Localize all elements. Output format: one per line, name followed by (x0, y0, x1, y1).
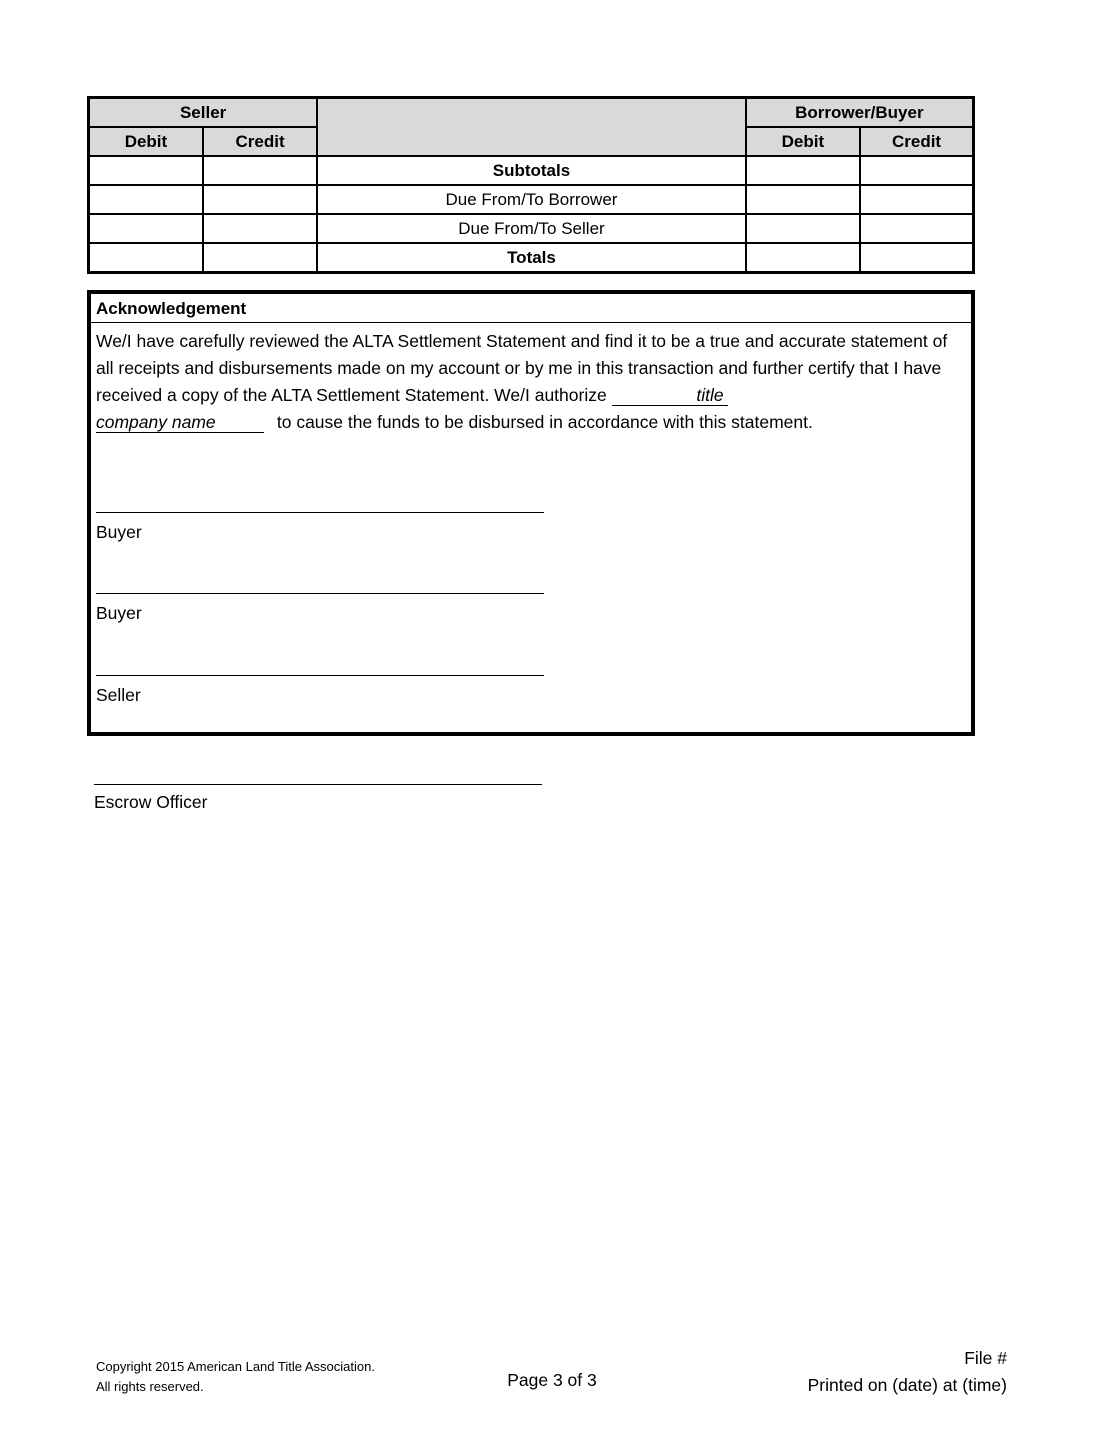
buyer-debit-header: Debit (746, 127, 860, 156)
page-number: Page 3 of 3 (507, 1370, 597, 1390)
seller-credit-cell (203, 185, 317, 214)
escrow-officer-label: Escrow Officer (94, 792, 208, 812)
file-info (808, 1345, 1007, 1399)
printed-on: Printed on (date) at (time) (807, 1375, 1007, 1395)
copyright-line-1: Copyright 2015 American Land Title Association. (96, 1359, 375, 1374)
seller-credit-cell (203, 243, 317, 273)
divider (91, 322, 971, 323)
seller-signature-label: Seller (96, 685, 141, 705)
buyer-signature-line-1[interactable] (96, 512, 544, 513)
buyer-signature-label-1: Buyer (96, 522, 142, 542)
buyer-credit-cell (860, 156, 973, 185)
table-row (89, 185, 974, 214)
buyer-credit-cell (860, 214, 973, 243)
seller-signature-line[interactable] (96, 675, 544, 676)
buyer-debit-cell (746, 185, 860, 214)
row-label-totals: Totals (317, 243, 745, 273)
row-label-due-borrower: Due From/To Borrower (317, 185, 745, 214)
copyright-line-2: All rights reserved. (96, 1379, 204, 1394)
seller-credit-header: Credit (203, 127, 317, 156)
table-row (89, 214, 974, 243)
seller-debit-header: Debit (89, 127, 203, 156)
file-number: File # (964, 1348, 1007, 1368)
escrow-officer-signature-line[interactable] (94, 784, 542, 785)
buyer-credit-cell (860, 243, 973, 273)
table-row (89, 156, 974, 185)
buyer-signature-label-2: Buyer (96, 603, 142, 623)
seller-debit-cell (89, 185, 203, 214)
seller-credit-cell (203, 214, 317, 243)
title-company-blank-part1: title (612, 386, 728, 406)
buyer-debit-cell (746, 243, 860, 273)
totals-table (87, 96, 975, 274)
buyer-credit-cell (860, 185, 973, 214)
buyer-debit-cell (746, 214, 860, 243)
description-header (317, 98, 745, 157)
acknowledgement-text-part1: We/I have carefully reviewed the ALTA Settlement Statement and find it to be a true and accurate statement of all receipts and disbursements made on my account or by me in this transaction and further certify that I have received a copy of the ALTA Settlement Statement. We/I authorize (96, 331, 948, 405)
row-label-due-seller: Due From/To Seller (317, 214, 745, 243)
acknowledgement-text (96, 328, 966, 436)
seller-credit-cell (203, 156, 317, 185)
buyer-debit-cell (746, 156, 860, 185)
seller-debit-cell (89, 214, 203, 243)
seller-debit-cell (89, 243, 203, 273)
buyer-credit-header: Credit (860, 127, 973, 156)
table-row (89, 243, 974, 273)
row-label-subtotals: Subtotals (317, 156, 745, 185)
acknowledgement-box (87, 290, 975, 736)
buyer-header: Borrower/Buyer (746, 98, 974, 128)
seller-debit-cell (89, 156, 203, 185)
title-company-blank-part2: company name (96, 413, 264, 433)
seller-header: Seller (89, 98, 318, 128)
buyer-signature-line-2[interactable] (96, 593, 544, 594)
acknowledgement-title: Acknowledgement (96, 299, 247, 318)
acknowledgement-text-part2: to cause the funds to be disbursed in accordance with this statement. (272, 412, 813, 432)
